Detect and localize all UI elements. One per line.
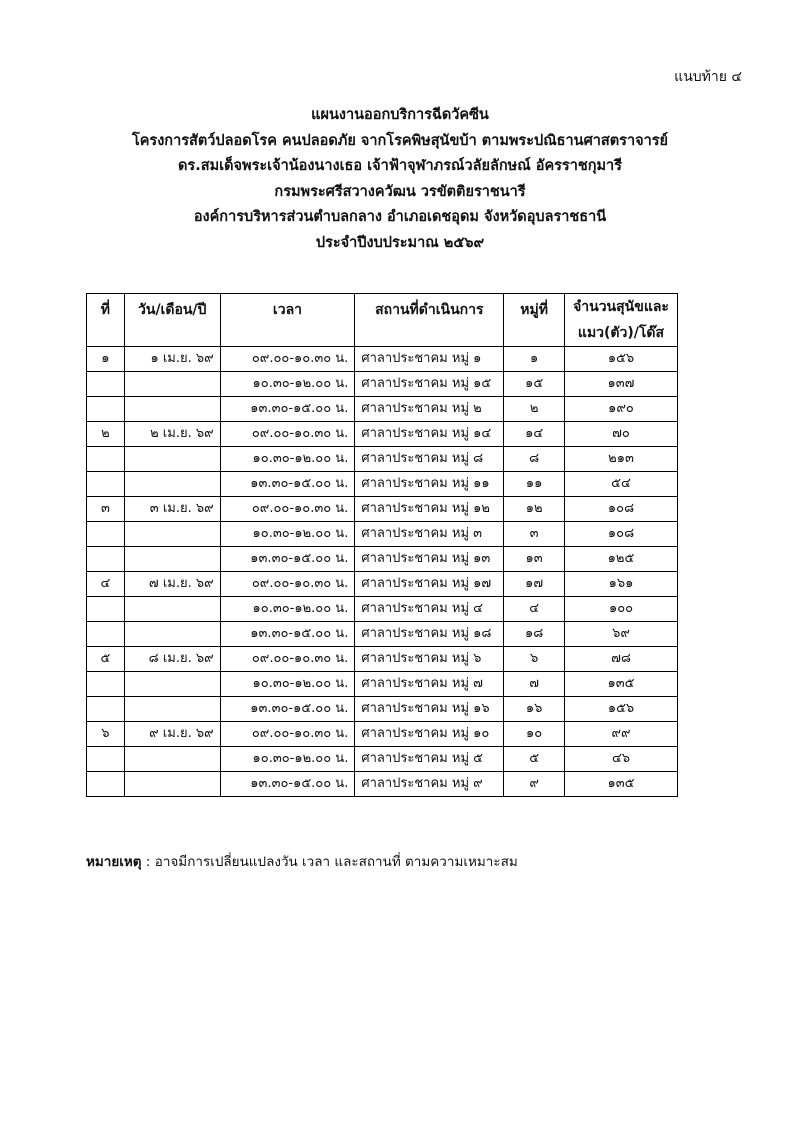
cell-count: ๑๕๖ — [565, 347, 678, 372]
cell-village: ๘ — [504, 447, 565, 472]
cell-count: ๑๓๕ — [565, 772, 678, 797]
cell-count: ๗๐ — [565, 422, 678, 447]
cell-village: ๑๗ — [504, 572, 565, 597]
cell-no — [87, 522, 125, 547]
cell-time: ๐๙.๐๐-๑๐.๓๐ น. — [220, 422, 355, 447]
title-line: ดร.สมเด็จพระเจ้าน้องนางเธอ เจ้าฟ้าจุฬาภรณ์วลัยลักษณ์ อัครราชกุมารี — [178, 158, 622, 174]
table-row — [87, 572, 678, 597]
table-row — [87, 547, 678, 572]
cell-no — [87, 597, 125, 622]
remark-text: : อาจมีการเปลี่ยนแปลงวัน เวลา และสถานที่ ตามความเหมาะสม — [141, 854, 518, 870]
cell-place: ศาลาประชาคม หมู่ ๑๖ — [355, 697, 504, 722]
cell-place: ศาลาประชาคม หมู่ ๗ — [355, 672, 504, 697]
cell-no: ๑ — [87, 347, 125, 372]
cell-time: ๐๙.๐๐-๑๐.๓๐ น. — [220, 572, 355, 597]
cell-time: ๑๓.๓๐-๑๕.๐๐ น. — [220, 622, 355, 647]
table-row — [87, 722, 678, 747]
cell-count: ๑๖๑ — [565, 572, 678, 597]
cell-count: ๑๐๘ — [565, 522, 678, 547]
vaccination-schedule-table — [86, 293, 678, 797]
cell-count: ๖๙ — [565, 622, 678, 647]
cell-place: ศาลาประชาคม หมู่ ๓ — [355, 522, 504, 547]
cell-place: ศาลาประชาคม หมู่ ๑๐ — [355, 722, 504, 747]
cell-place: ศาลาประชาคม หมู่ ๘ — [355, 447, 504, 472]
cell-no: ๓ — [87, 497, 125, 522]
cell-place: ศาลาประชาคม หมู่ ๑๘ — [355, 622, 504, 647]
cell-date: ๙ เม.ย. ๖๙ — [124, 722, 220, 747]
cell-village: ๔ — [504, 597, 565, 622]
annex-label: แนบท้าย ๔ — [674, 69, 742, 85]
cell-time: ๑๓.๓๐-๑๕.๐๐ น. — [220, 697, 355, 722]
cell-place: ศาลาประชาคม หมู่ ๑๗ — [355, 572, 504, 597]
cell-time: ๑๓.๓๐-๑๕.๐๐ น. — [220, 397, 355, 422]
cell-date: ๓ เม.ย. ๖๙ — [124, 497, 220, 522]
table-row — [87, 372, 678, 397]
cell-count: ๑๓๕ — [565, 672, 678, 697]
table-row — [87, 647, 678, 672]
table-row — [87, 697, 678, 722]
title-line: แผนงานออกบริการฉีดวัคซีน — [311, 107, 489, 123]
cell-date — [124, 372, 220, 397]
remark-label: หมายเหตุ — [86, 854, 142, 870]
cell-time: ๑๓.๓๐-๑๕.๐๐ น. — [220, 472, 355, 497]
cell-time: ๑๐.๓๐-๑๒.๐๐ น. — [220, 447, 355, 472]
table-row — [87, 597, 678, 622]
cell-no — [87, 697, 125, 722]
cell-village: ๑๒ — [504, 497, 565, 522]
cell-time: ๑๐.๓๐-๑๒.๐๐ น. — [220, 372, 355, 397]
cell-date — [124, 472, 220, 497]
table-row — [87, 672, 678, 697]
table-row — [87, 747, 678, 772]
remark — [86, 850, 518, 872]
cell-date: ๑ เม.ย. ๖๙ — [124, 347, 220, 372]
cell-date: ๒ เม.ย. ๖๙ — [124, 422, 220, 447]
cell-no — [87, 397, 125, 422]
cell-place: ศาลาประชาคม หมู่ ๕ — [355, 747, 504, 772]
cell-count: ๒๑๓ — [565, 447, 678, 472]
table-row — [87, 347, 678, 372]
cell-count: ๙๙ — [565, 722, 678, 747]
header-place: สถานที่ดำเนินการ — [355, 294, 504, 347]
cell-village: ๑ — [504, 347, 565, 372]
cell-date — [124, 747, 220, 772]
cell-time: ๐๙.๐๐-๑๐.๓๐ น. — [220, 347, 355, 372]
cell-no — [87, 622, 125, 647]
cell-no: ๒ — [87, 422, 125, 447]
cell-no — [87, 747, 125, 772]
title-line: โครงการสัตว์ปลอดโรค คนปลอดภัย จากโรคพิษสุนัขบ้า ตามพระปณิธานศาสตราจารย์ — [131, 132, 669, 149]
cell-village: ๓ — [504, 522, 565, 547]
cell-village: ๑๓ — [504, 547, 565, 572]
cell-date — [124, 397, 220, 422]
cell-date — [124, 622, 220, 647]
title-line: องค์การบริหารส่วนตำบลกลาง อำเภอเดชอุดม จังหวัดอุบลราชธานี — [193, 209, 607, 225]
cell-date: ๗ เม.ย. ๖๙ — [124, 572, 220, 597]
header-village: หมู่ที่ — [504, 294, 565, 347]
cell-count: ๑๓๗ — [565, 372, 678, 397]
cell-village: ๖ — [504, 647, 565, 672]
header-no: ที่ — [87, 294, 125, 347]
cell-count: ๑๐๐ — [565, 597, 678, 622]
table-row — [87, 622, 678, 647]
table-row — [87, 447, 678, 472]
cell-date — [124, 522, 220, 547]
cell-no: ๕ — [87, 647, 125, 672]
cell-count: ๔๖ — [565, 747, 678, 772]
cell-place: ศาลาประชาคม หมู่ ๔ — [355, 597, 504, 622]
header-count-line2: แมว(ตัว)/โด๊ส — [565, 320, 678, 347]
cell-place: ศาลาประชาคม หมู่ ๒ — [355, 397, 504, 422]
cell-no — [87, 447, 125, 472]
cell-date — [124, 547, 220, 572]
cell-count: ๑๕๖ — [565, 697, 678, 722]
cell-village: ๑๐ — [504, 722, 565, 747]
table-row — [87, 422, 678, 447]
cell-no — [87, 472, 125, 497]
cell-no — [87, 772, 125, 797]
table-row — [87, 472, 678, 497]
table-row — [87, 772, 678, 797]
cell-count: ๑๒๕ — [565, 547, 678, 572]
cell-time: ๑๐.๓๐-๑๒.๐๐ น. — [220, 747, 355, 772]
cell-place: ศาลาประชาคม หมู่ ๙ — [355, 772, 504, 797]
cell-village: ๑๕ — [504, 372, 565, 397]
header-date: วัน/เดือน/ปี — [124, 294, 220, 347]
table-row — [87, 497, 678, 522]
cell-place: ศาลาประชาคม หมู่ ๑๒ — [355, 497, 504, 522]
cell-place: ศาลาประชาคม หมู่ ๑๑ — [355, 472, 504, 497]
table-row — [87, 397, 678, 422]
cell-village: ๑๖ — [504, 697, 565, 722]
cell-place: ศาลาประชาคม หมู่ ๑๓ — [355, 547, 504, 572]
cell-no — [87, 672, 125, 697]
cell-time: ๐๙.๐๐-๑๐.๓๐ น. — [220, 722, 355, 747]
cell-count: ๗๘ — [565, 647, 678, 672]
cell-date — [124, 672, 220, 697]
title-line: กรมพระศรีสวางควัฒน วรขัตติยราชนารี — [274, 183, 526, 200]
cell-time: ๑๐.๓๐-๑๒.๐๐ น. — [220, 522, 355, 547]
cell-time: ๑๓.๓๐-๑๕.๐๐ น. — [220, 547, 355, 572]
cell-count: ๑๐๘ — [565, 497, 678, 522]
table-row — [87, 522, 678, 547]
cell-count: ๑๙๐ — [565, 397, 678, 422]
schedule-body — [87, 347, 678, 797]
document-title-block — [0, 103, 800, 256]
title-line: ประจำปีงบประมาณ ๒๕๖๙ — [315, 234, 485, 251]
cell-time: ๐๙.๐๐-๑๐.๓๐ น. — [220, 497, 355, 522]
cell-no: ๔ — [87, 572, 125, 597]
cell-time: ๐๙.๐๐-๑๐.๓๐ น. — [220, 647, 355, 672]
cell-no — [87, 547, 125, 572]
cell-date — [124, 772, 220, 797]
cell-count: ๕๔ — [565, 472, 678, 497]
cell-date — [124, 597, 220, 622]
header-count-line1: จำนวนสุนัขและ — [565, 294, 678, 321]
cell-place: ศาลาประชาคม หมู่ ๑๔ — [355, 422, 504, 447]
cell-village: ๕ — [504, 747, 565, 772]
cell-no — [87, 372, 125, 397]
cell-date — [124, 447, 220, 472]
cell-date: ๘ เม.ย. ๖๙ — [124, 647, 220, 672]
cell-place: ศาลาประชาคม หมู่ ๖ — [355, 647, 504, 672]
cell-date — [124, 697, 220, 722]
cell-place: ศาลาประชาคม หมู่ ๑๕ — [355, 372, 504, 397]
cell-village: ๙ — [504, 772, 565, 797]
cell-place: ศาลาประชาคม หมู่ ๑ — [355, 347, 504, 372]
cell-village: ๗ — [504, 672, 565, 697]
cell-village: ๑๘ — [504, 622, 565, 647]
cell-time: ๑๐.๓๐-๑๒.๐๐ น. — [220, 597, 355, 622]
cell-village: ๒ — [504, 397, 565, 422]
cell-time: ๑๓.๓๐-๑๕.๐๐ น. — [220, 772, 355, 797]
cell-village: ๑๔ — [504, 422, 565, 447]
cell-time: ๑๐.๓๐-๑๒.๐๐ น. — [220, 672, 355, 697]
cell-village: ๑๑ — [504, 472, 565, 497]
cell-no: ๖ — [87, 722, 125, 747]
header-time: เวลา — [220, 294, 355, 347]
